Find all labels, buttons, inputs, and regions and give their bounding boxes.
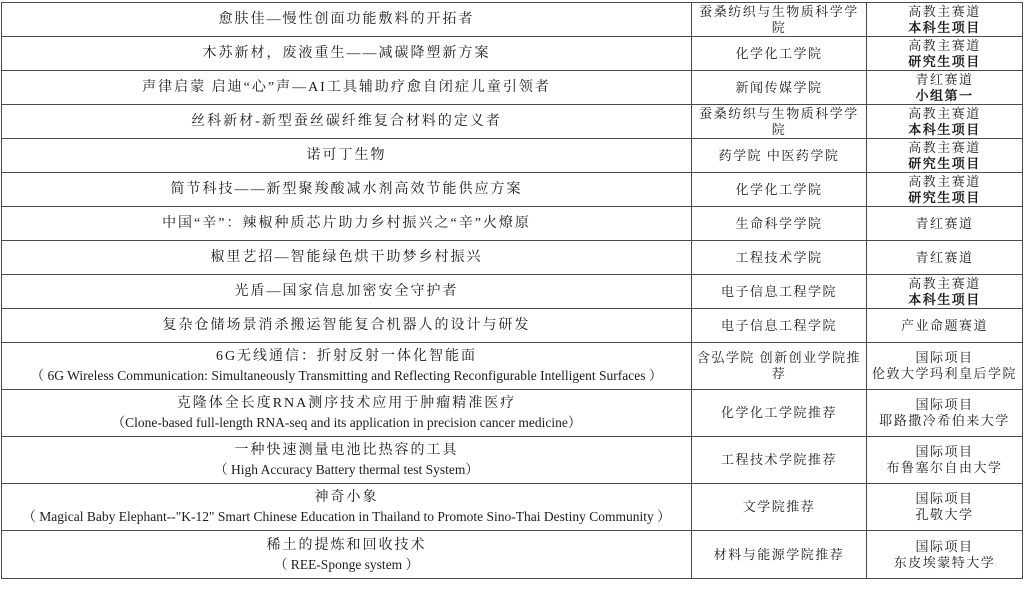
project-cell: [2, 241, 692, 274]
project-cell: [2, 531, 692, 578]
project-title-zh: 诺可丁生物: [306, 147, 387, 163]
track-line2: 研究生项目: [908, 53, 981, 69]
table-row: [2, 37, 1022, 71]
project-title-zh: 6G无线通信：折射反射一体化智能面: [215, 349, 478, 364]
table-row: [2, 139, 1022, 173]
track-line2: 伦敦大学玛利皇后学院: [871, 366, 1017, 381]
project-title-en: （ REE-Sponge system ）: [273, 556, 420, 572]
track-line1: 高教主赛道: [908, 105, 981, 121]
college-cell: 工程技术学院推荐: [692, 437, 867, 483]
college-cell: 工程技术学院: [692, 241, 867, 274]
track-line2: 耶路撒冷希伯来大学: [879, 413, 1010, 428]
track-cell: [867, 3, 1022, 36]
project-title-zh: 木苏新材，废液重生——减碳降塑新方案: [202, 45, 491, 61]
table-row: [2, 437, 1022, 484]
track-line2: 东皮埃蒙特大学: [893, 554, 996, 570]
track-cell: [867, 275, 1022, 308]
college-cell: 新闻传媒学院: [692, 71, 867, 104]
table-row: [2, 241, 1022, 275]
track-line2: 本科生项目: [908, 291, 981, 307]
project-title-zh: 稀土的提炼和回收技术: [266, 537, 427, 553]
college-cell: 化学化工学院: [692, 37, 867, 70]
college-cell: 蚕桑纺织与生物质科学学院: [692, 3, 867, 36]
track-line1: 青红赛道: [915, 71, 974, 87]
project-cell: [2, 3, 692, 36]
project-cell: [2, 275, 692, 308]
college-cell: 化学化工学院: [692, 173, 867, 206]
project-title-zh: 神奇小象: [314, 490, 379, 505]
track-cell: [867, 531, 1022, 578]
table-row: [2, 531, 1022, 578]
track-line1: 国际项目: [915, 350, 974, 365]
track-line1: 高教主赛道: [908, 275, 981, 291]
track-line1: 青红赛道: [915, 215, 974, 231]
project-cell: [2, 139, 692, 172]
college-cell: 蚕桑纺织与生物质科学学院: [692, 105, 867, 138]
track-line2: 本科生项目: [908, 121, 981, 137]
college-cell: 生命科学学院: [692, 207, 867, 240]
project-cell: [2, 37, 692, 70]
track-cell: [867, 37, 1022, 70]
project-title-en: （ Magical Baby Elephant--"K-12" Smart Chinese Education in Thailand to Promote Sino-Thai Destiny Community ）: [22, 509, 671, 524]
project-title-en: （ 6G Wireless Communication: Simultaneously Transmitting and Reflecting Reconfigurable Intelligent Surfaces ）: [30, 368, 663, 383]
project-title-en: （Clone-based full-length RNA-seq and its application in precision cancer medicine）: [111, 415, 582, 430]
project-cell: [2, 309, 692, 342]
project-title-zh: 光盾—国家信息加密安全守护者: [234, 283, 459, 299]
college-cell: 文学院推荐: [692, 484, 867, 530]
project-cell: [2, 105, 692, 138]
track-cell: [867, 241, 1022, 274]
project-title-zh: 中国“辛”：辣椒种质芯片助力乡村振兴之“辛”火燎原: [162, 215, 531, 231]
track-line2: 本科生项目: [908, 19, 981, 35]
track-line1: 青红赛道: [915, 249, 974, 265]
project-title-zh: 椒里艺招—智能绿色烘干助梦乡村振兴: [210, 249, 483, 265]
track-cell: [867, 71, 1022, 104]
project-title-zh: 丝科新材-新型蚕丝碳纤维复合材料的定义者: [191, 113, 502, 129]
college-cell: 电子信息工程学院: [692, 275, 867, 308]
track-cell: [867, 390, 1022, 436]
track-line1: 国际项目: [915, 538, 974, 554]
project-cell: [2, 390, 692, 436]
track-line1: 产业命题赛道: [900, 317, 988, 333]
track-line2: 研究生项目: [908, 189, 981, 205]
track-line1: 国际项目: [915, 491, 974, 506]
table-row: [2, 343, 1022, 390]
table-row: [2, 71, 1022, 105]
table-row: [2, 275, 1022, 309]
college-cell: 电子信息工程学院: [692, 309, 867, 342]
track-line1: 高教主赛道: [908, 3, 981, 19]
project-title-en: （ High Accuracy Battery thermal test System）: [214, 462, 479, 477]
track-line2: 小组第一: [915, 87, 974, 103]
project-cell: [2, 484, 692, 530]
track-line1: 国际项目: [915, 397, 974, 412]
table-row: [2, 173, 1022, 207]
project-title-zh: 声律启蒙 启迪“心”声—AI工具辅助疗愈自闭症儿童引领者: [142, 79, 551, 95]
college-cell: 化学化工学院推荐: [692, 390, 867, 436]
project-title-zh: 复杂仓储场景消杀搬运智能复合机器人的设计与研发: [162, 317, 531, 333]
table-row: [2, 309, 1022, 343]
project-title-zh: 一种快速测量电池比热容的工具: [234, 443, 459, 458]
track-cell: [867, 484, 1022, 530]
project-title-zh: 愈肤佳—慢性创面功能敷料的开拓者: [218, 11, 475, 27]
track-line2: 孔敬大学: [915, 507, 974, 522]
table-row: [2, 105, 1022, 139]
college-cell: 材料与能源学院推荐: [692, 531, 867, 578]
track-cell: [867, 207, 1022, 240]
project-title-zh: 克隆体全长度RNA测序技术应用于肿瘤精准医疗: [176, 396, 517, 411]
track-line2: 研究生项目: [908, 155, 981, 171]
college-cell: 含弘学院 创新创业学院推荐: [692, 343, 867, 389]
table-row: [2, 3, 1022, 37]
track-cell: [867, 139, 1022, 172]
table-row: [2, 207, 1022, 241]
project-cell: [2, 437, 692, 483]
table-row: [2, 484, 1022, 531]
track-cell: [867, 343, 1022, 389]
track-line1: 高教主赛道: [908, 139, 981, 155]
table-row: [2, 390, 1022, 437]
project-cell: [2, 207, 692, 240]
project-award-table: [1, 2, 1023, 579]
project-cell: [2, 71, 692, 104]
project-cell: [2, 173, 692, 206]
track-line1: 国际项目: [915, 444, 974, 459]
project-cell: [2, 343, 692, 389]
track-cell: [867, 105, 1022, 138]
track-cell: [867, 437, 1022, 483]
college-cell: 药学院 中医药学院: [692, 139, 867, 172]
track-line1: 高教主赛道: [908, 37, 981, 53]
track-cell: [867, 173, 1022, 206]
track-line2: 布鲁塞尔自由大学: [886, 460, 1003, 475]
track-line1: 高教主赛道: [908, 173, 981, 189]
track-cell: [867, 309, 1022, 342]
project-title-zh: 简节科技——新型聚羧酸减水剂高效节能供应方案: [170, 181, 523, 197]
